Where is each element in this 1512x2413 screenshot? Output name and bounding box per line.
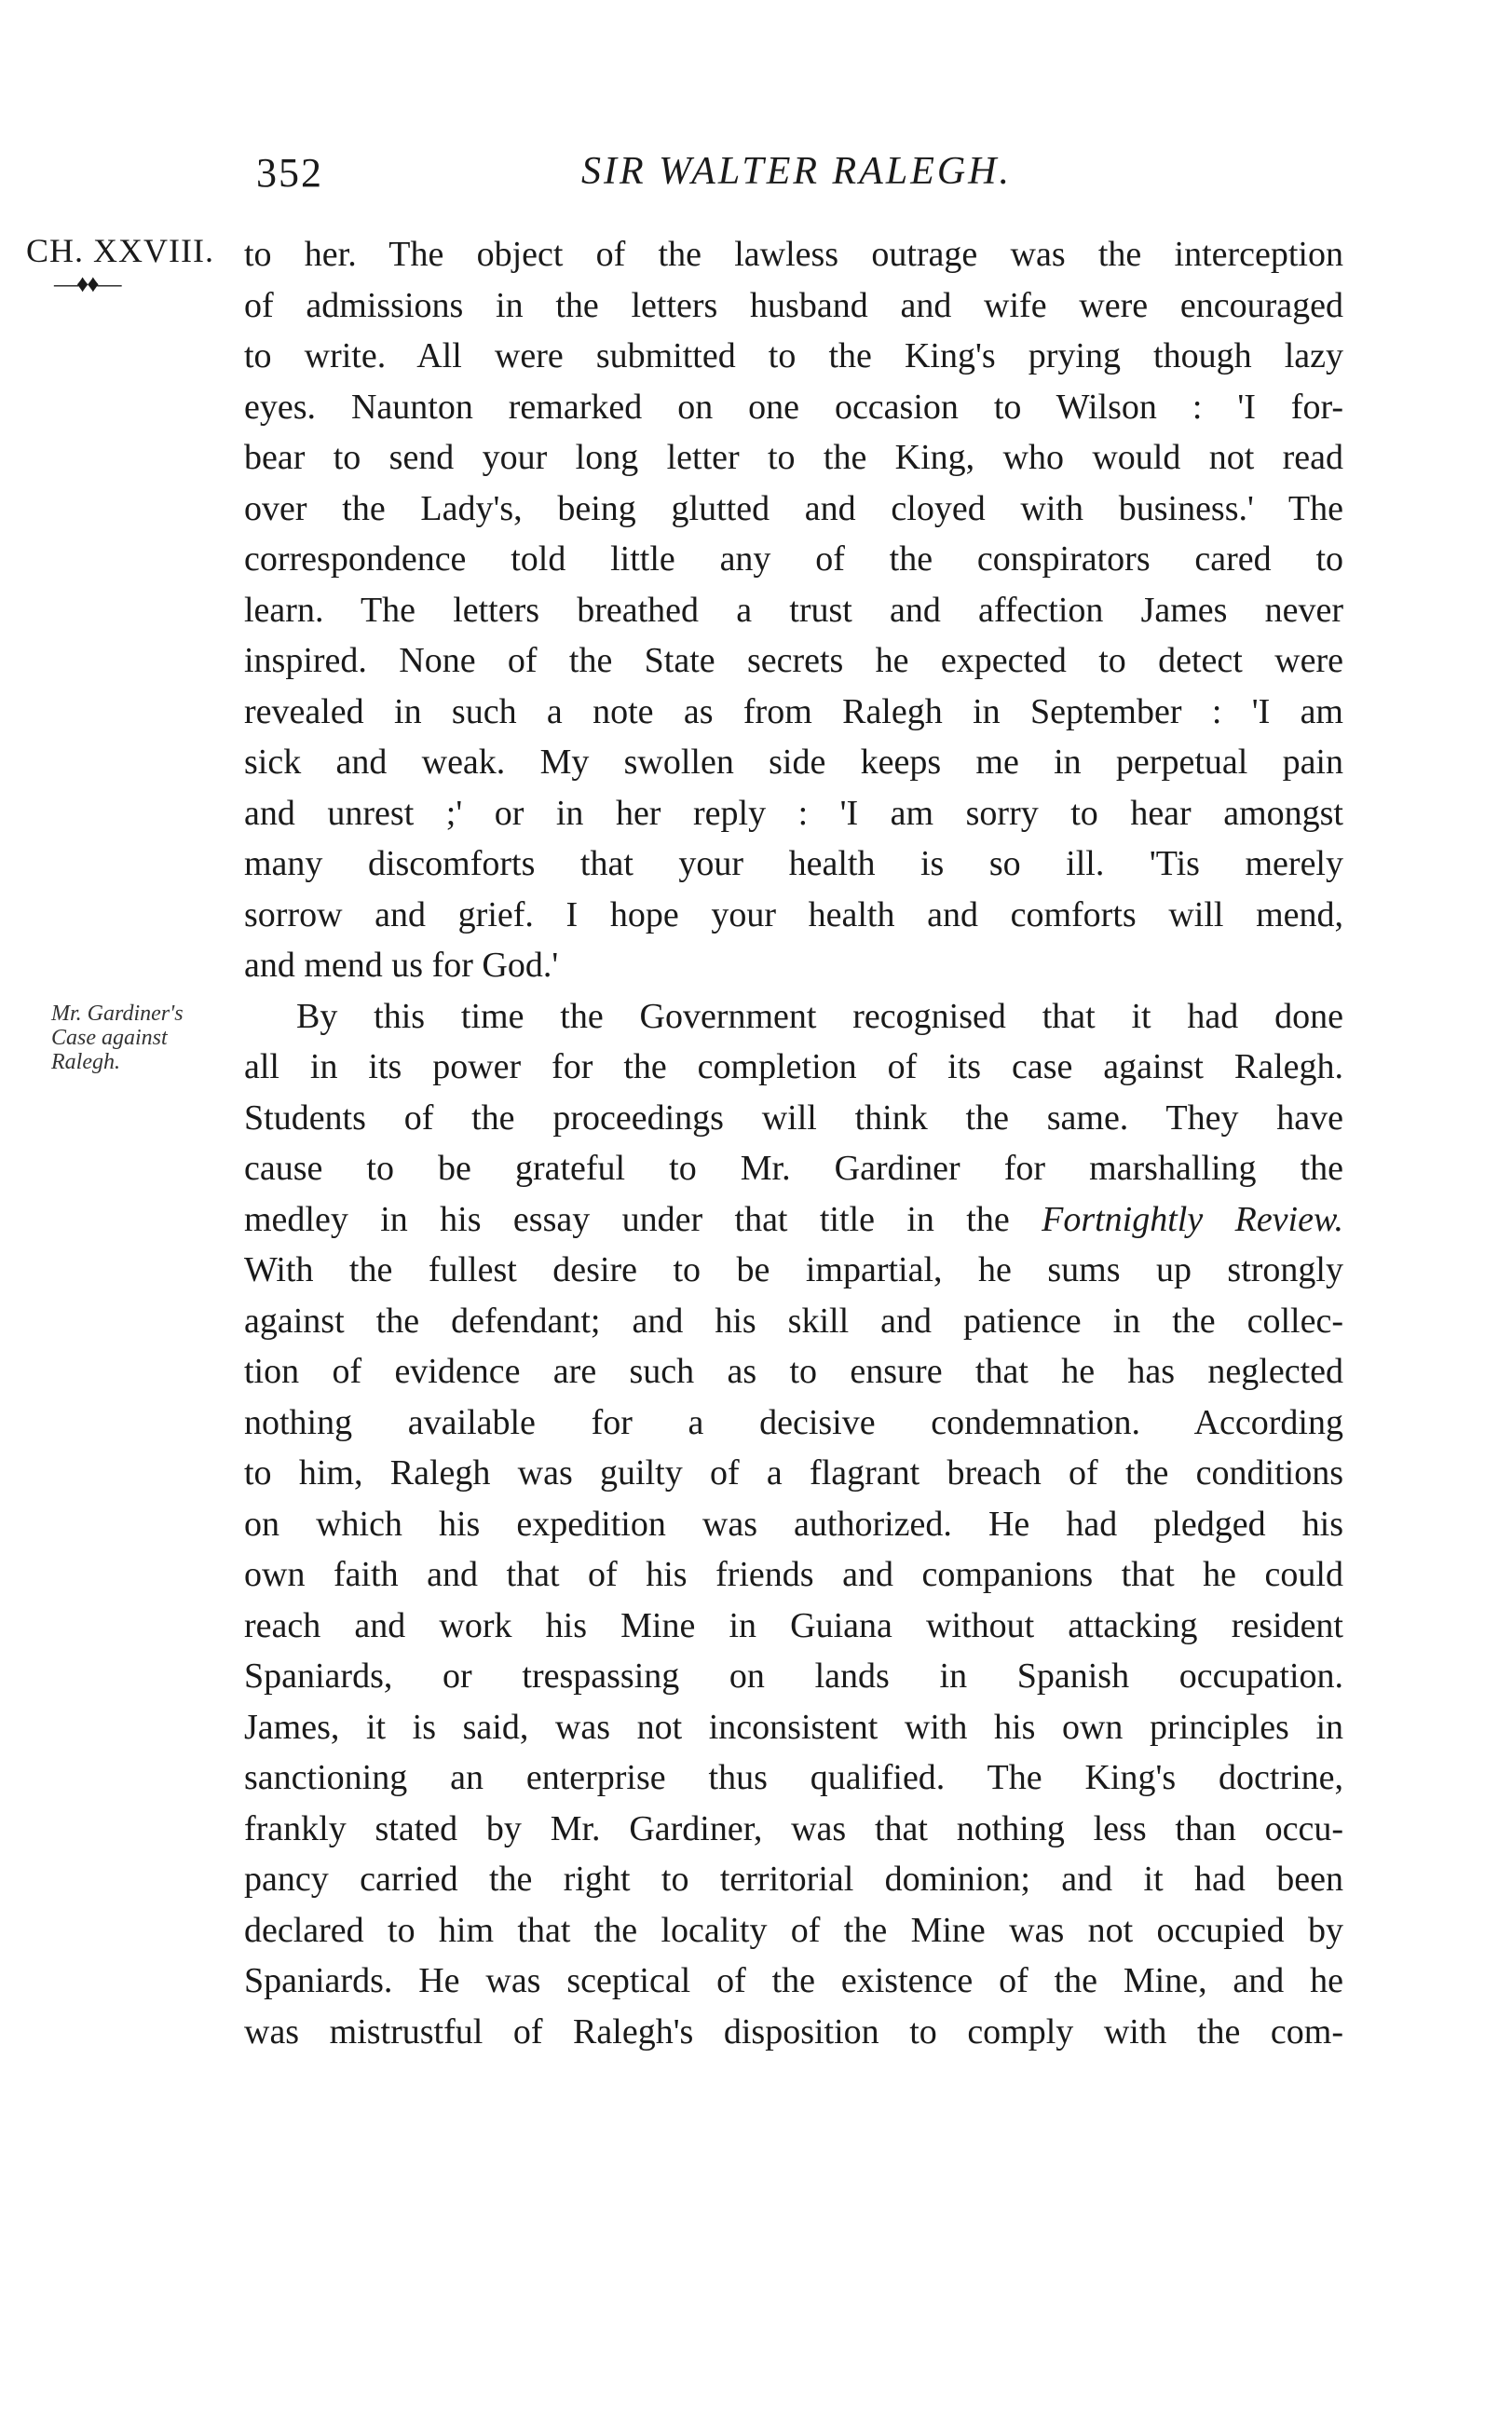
text-line: declared to him that the locality of the Mine was not occupied by: [244, 1910, 1343, 1950]
chapter-ornament: —♦♦—: [54, 270, 120, 297]
text-line: against the defendant; and his skill and patience in the collec-: [244, 1301, 1343, 1341]
text-line: bear to send your long letter to the King, who would not read: [244, 438, 1343, 477]
text-line: [244, 1194, 1343, 1246]
text-line: of admissions in the letters husband and wife were encouraged: [244, 285, 1343, 325]
journal-title: Fortnightly Review.: [1042, 1199, 1344, 1239]
text-line: learn. The letters breathed a trust and affection James never: [244, 590, 1343, 630]
text-line: tion of evidence are such as to ensure that he has neglected: [244, 1352, 1343, 1391]
text-line: and mend us for God.': [244, 946, 559, 985]
running-head: [247, 149, 1346, 205]
body-text: [244, 229, 1343, 2057]
paragraph-2: [244, 991, 1343, 2058]
page-number: 352: [256, 150, 323, 196]
text-run: medley in his essay under that title in the: [244, 1199, 1042, 1239]
text-line: With the fullest desire to be impartial, he sums up strongly: [244, 1250, 1343, 1289]
text-line: all in its power for the completion of its case against Ralegh.: [244, 1047, 1343, 1086]
text-line: pancy carried the right to territorial dominion; and it had been: [244, 1860, 1343, 1899]
text-line: sick and weak. My swollen side keeps me in perpetual pain: [244, 743, 1343, 782]
text-line: By this time the Government recognised that it had done: [296, 996, 1343, 1036]
chapter-label: CH. XXVIII.: [26, 232, 214, 269]
text-line: many discomforts that your health is so ill. 'Tis merely: [244, 844, 1343, 883]
text-line: over the Lady's, being glutted and cloyed with business.' The: [244, 488, 1343, 528]
text-line: revealed in such a note as from Ralegh in September : 'I am: [244, 691, 1343, 731]
text-line: Spaniards. He was sceptical of the existence of the Mine, and he: [244, 1961, 1343, 2000]
text-line: eyes. Naunton remarked on one occasion to Wilson : 'I for-: [244, 387, 1343, 427]
text-line: cause to be grateful to Mr. Gardiner for marshalling the: [244, 1149, 1343, 1188]
text-line: nothing available for a decisive condemnation. According: [244, 1402, 1343, 1442]
text-line: Students of the proceedings will think the same. They have: [244, 1097, 1343, 1138]
text-line: sanctioning an enterprise thus qualified. The King's doctrine,: [244, 1758, 1343, 1797]
book-title: SIR WALTER RALEGH.: [580, 150, 1013, 193]
text-line: inspired. None of the State secrets he expected to detect were: [244, 641, 1343, 680]
text-line: was mistrustful of Ralegh's disposition to comply with the com-: [244, 2011, 1343, 2052]
text-line: frankly stated by Mr. Gardiner, was that nothing less than occu-: [244, 1808, 1343, 1848]
text-line: sorrow and grief. I hope your health and comforts will mend,: [244, 894, 1343, 934]
text-line: own faith and that of his friends and companions that he could: [244, 1555, 1343, 1594]
text-line: Spaniards, or trespassing on lands in Spanish occupation.: [244, 1656, 1343, 1696]
paragraph-1: [244, 229, 1343, 991]
text-line: on which his expedition was authorized. He had pledged his: [244, 1504, 1343, 1544]
text-line: to write. All were submitted to the King's prying though lazy: [244, 336, 1343, 375]
text-line: reach and work his Mine in Guiana without attacking resident: [244, 1605, 1343, 1645]
text-line: and unrest ;' or in her reply : 'I am sorry to hear amongst: [244, 793, 1343, 833]
text-line: to him, Ralegh was guilty of a flagrant breach of the conditions: [244, 1453, 1343, 1493]
text-line: correspondence told little any of the conspirators cared to: [244, 539, 1343, 579]
side-note: Mr. Gardiner's Case against Ralegh.: [51, 1002, 184, 1074]
text-line: James, it is said, was not inconsistent with his own principles in: [244, 1707, 1343, 1747]
text-line: to her. The object of the lawless outrage was the interception: [244, 235, 1343, 274]
